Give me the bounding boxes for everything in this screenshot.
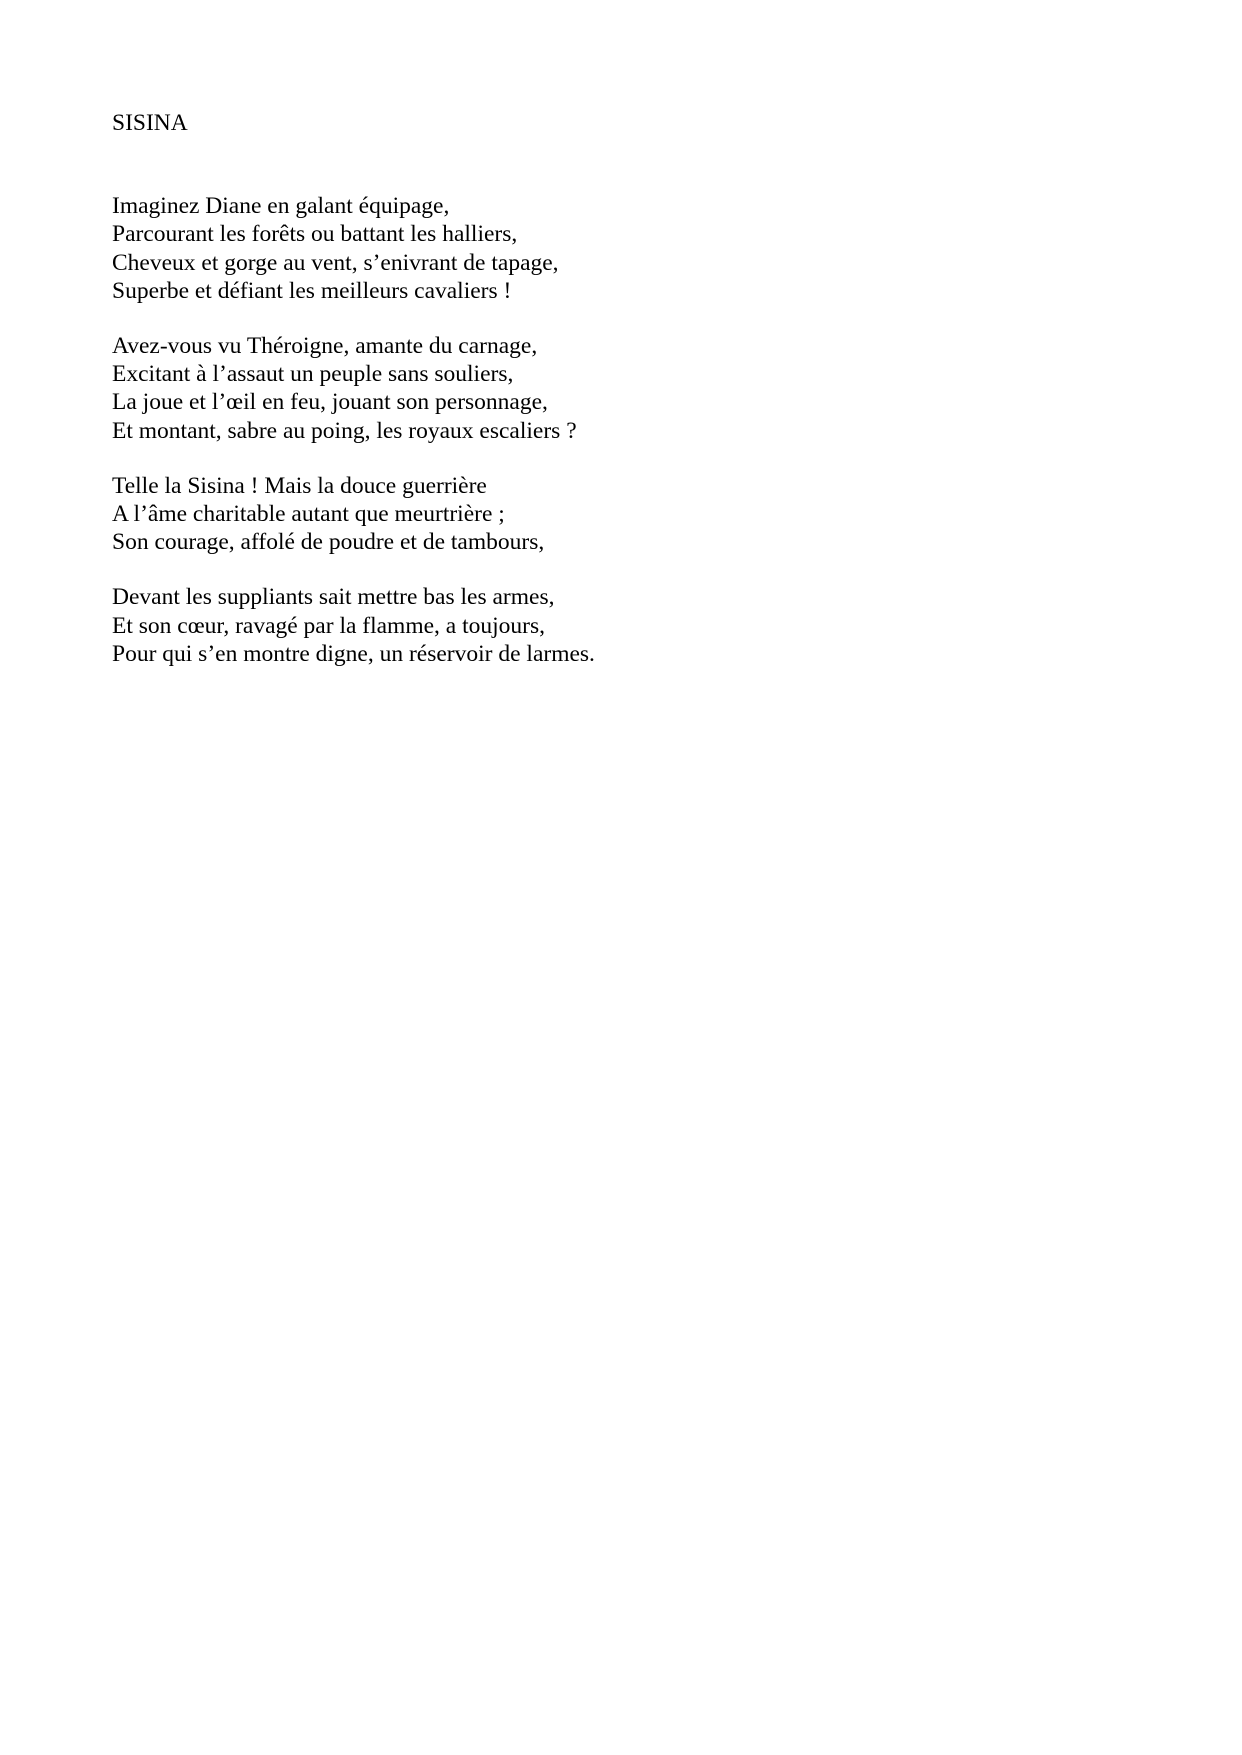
poem-line: A l’âme charitable autant que meurtrière ; — [112, 501, 505, 528]
poem-line: Imaginez Diane en galant équipage, — [112, 193, 450, 220]
poem-line: Telle la Sisina ! Mais la douce guerrière — [112, 472, 487, 499]
poem-line: Superbe et défiant les meilleurs cavaliers ! — [112, 277, 512, 304]
poem-line: Parcourant les forêts ou battant les halliers, — [112, 221, 518, 248]
poem-line: Devant les suppliants sait mettre bas les armes, — [112, 584, 555, 611]
stanza-2 — [112, 332, 1112, 445]
stanza-1 — [112, 192, 1112, 305]
poem-line: Avez-vous vu Théroigne, amante du carnage, — [112, 333, 538, 360]
poem-line: Pour qui s’en montre digne, un réservoir de larmes. — [112, 640, 595, 667]
poem-title: SISINA — [112, 110, 188, 136]
poem — [112, 109, 1112, 695]
poem-line: Excitant à l’assaut un peuple sans souliers, — [112, 361, 514, 388]
stanza-4 — [112, 583, 1112, 668]
poem-line: La joue et l’œil en feu, jouant son personnage, — [112, 389, 548, 416]
stanza-3 — [112, 472, 1112, 557]
poem-line: Son courage, affolé de poudre et de tambours, — [112, 529, 545, 556]
poem-line: Et montant, sabre au poing, les royaux escaliers ? — [112, 417, 577, 444]
poem-line: Cheveux et gorge au vent, s’enivrant de tapage, — [112, 249, 559, 276]
poem-line: Et son cœur, ravagé par la flamme, a toujours, — [112, 612, 546, 639]
